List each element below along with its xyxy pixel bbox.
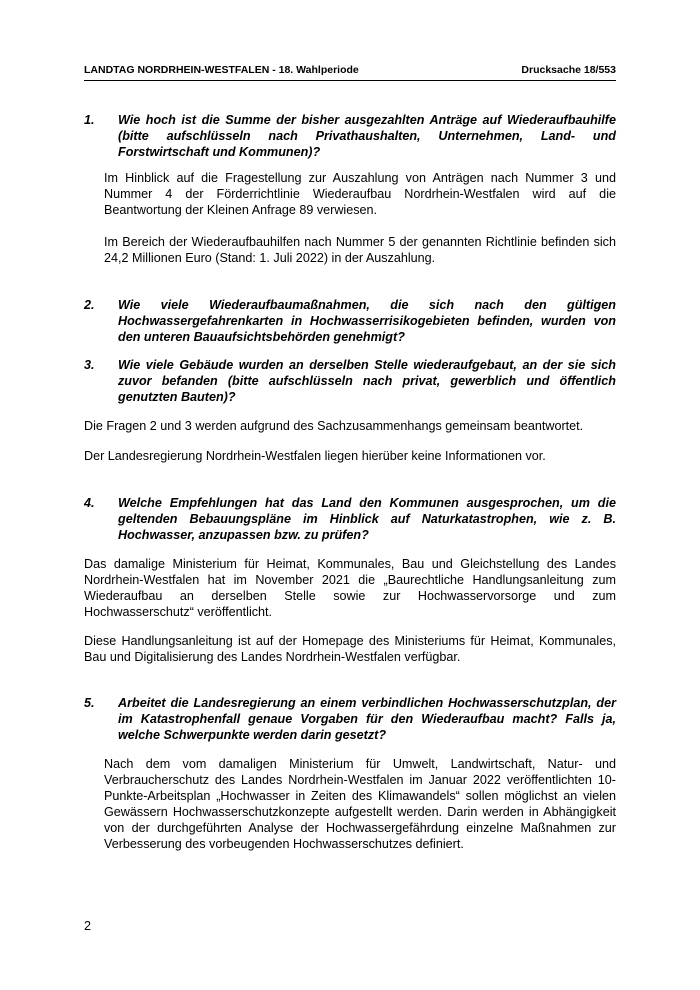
question-5 — [84, 695, 616, 743]
answer-paragraph: Der Landesregierung Nordrhein-Westfalen liegen hierüber keine Informationen vor. — [84, 449, 546, 463]
question-4 — [84, 495, 616, 543]
question-text: Wie viele Gebäude wurden an derselben Stelle wiederaufgebaut, an der sie sich zuvor befanden (bitte aufschlüsseln nach privat, gewerblich und öffentlich genutzten Bauten)? — [118, 358, 616, 404]
page-header — [84, 64, 616, 81]
question-1 — [84, 112, 616, 160]
question-number: 2. — [84, 298, 95, 312]
answer-paragraph: Nach dem vom damaligen Ministerium für Umwelt, Landwirtschaft, Natur- und Verbraucherschutz des Landes Nordrhein-Westfalen im Januar 2022 veröffentlichten 10-Punkte-Arbeitsplan „Hochwasser in Zeiten des Klimawandels“ sollen möglichst an vielen Gewässern Hochwasserschutzkonzepte aufgestellt werden. Darin werden in Abhängigkeit von der durchgeführten Analyse der Hochwassergefährdung einzelne Maßnahmen zur Verbesserung des vorbeugenden Hochwasserschutzes definiert. — [104, 757, 616, 851]
document-body — [84, 112, 616, 852]
header-title: LANDTAG NORDRHEIN-WESTFALEN - 18. Wahlperiode — [84, 64, 359, 76]
question-2 — [84, 297, 616, 345]
answer-paragraph: Das damalige Ministerium für Heimat, Kommunales, Bau und Gleichstellung des Landes Nordrhein-Westfalen hat im November 2021 die „Baurechtliche Handlungsanleitung zum Wiederaufbau an derselben Stelle sowie zur Hochwasservorsorge und zum Hochwasserschutz“ veröffentlicht. — [84, 557, 616, 619]
question-text: Welche Empfehlungen hat das Land den Kommunen ausgesprochen, um die geltenden Bebauungspläne im Hinblick auf Naturkatastrophen, wie z. B. Hochwasser, anzupassen bzw. zu prüfen? — [118, 496, 616, 542]
answer-paragraph: Im Bereich der Wiederaufbauhilfen nach Nummer 5 der genannten Richtlinie befinden sich 24,2 Millionen Euro (Stand: 1. Juli 2022) in der Auszahlung. — [104, 235, 616, 265]
answer-paragraph: Im Hinblick auf die Fragestellung zur Auszahlung von Anträgen nach Nummer 3 und Nummer 4 der Förderrichtlinie Wiederaufbau Nordrhein-Westfalen wird auf die Beantwortung der Kleinen Anfrage 89 verwiesen. — [104, 171, 616, 217]
answer-paragraph: Diese Handlungsanleitung ist auf der Homepage des Ministeriums für Heimat, Kommunales, Bau und Digitalisierung des Landes Nordrhein-Westfalen verfügbar. — [84, 634, 616, 664]
question-number: 4. — [84, 496, 95, 510]
question-number: 1. — [84, 113, 95, 127]
question-text: Arbeitet die Landesregierung an einem verbindlichen Hochwasserschutzplan, der im Katastrophenfall genaue Vorgaben für den Wiederaufbau macht? Falls ja, welche Schwerpunkte werden darin gesetzt? — [118, 696, 616, 742]
question-number: 5. — [84, 696, 95, 710]
question-text: Wie viele Wiederaufbaumaßnahmen, die sich nach den gültigen Hochwassergefahrenkarten in Hochwasserrisikogebieten befinden, wurden von den unteren Bauaufsichtsbehörden genehmigt? — [118, 298, 616, 344]
question-text: Wie hoch ist die Summe der bisher ausgezahlten Anträge auf Wiederaufbauhilfe (bitte aufschlüsseln nach Privathaushalten, Unternehmen, Land- und Forstwirtschaft und Kommunen)? — [118, 113, 616, 159]
page-number: 2 — [84, 919, 92, 933]
answer-paragraph: Die Fragen 2 und 3 werden aufgrund des Sachzusammenhangs gemeinsam beantwortet. — [84, 419, 584, 433]
question-number: 3. — [84, 358, 95, 372]
question-3 — [84, 357, 616, 405]
header-drucksache: Drucksache 18/553 — [521, 64, 616, 76]
